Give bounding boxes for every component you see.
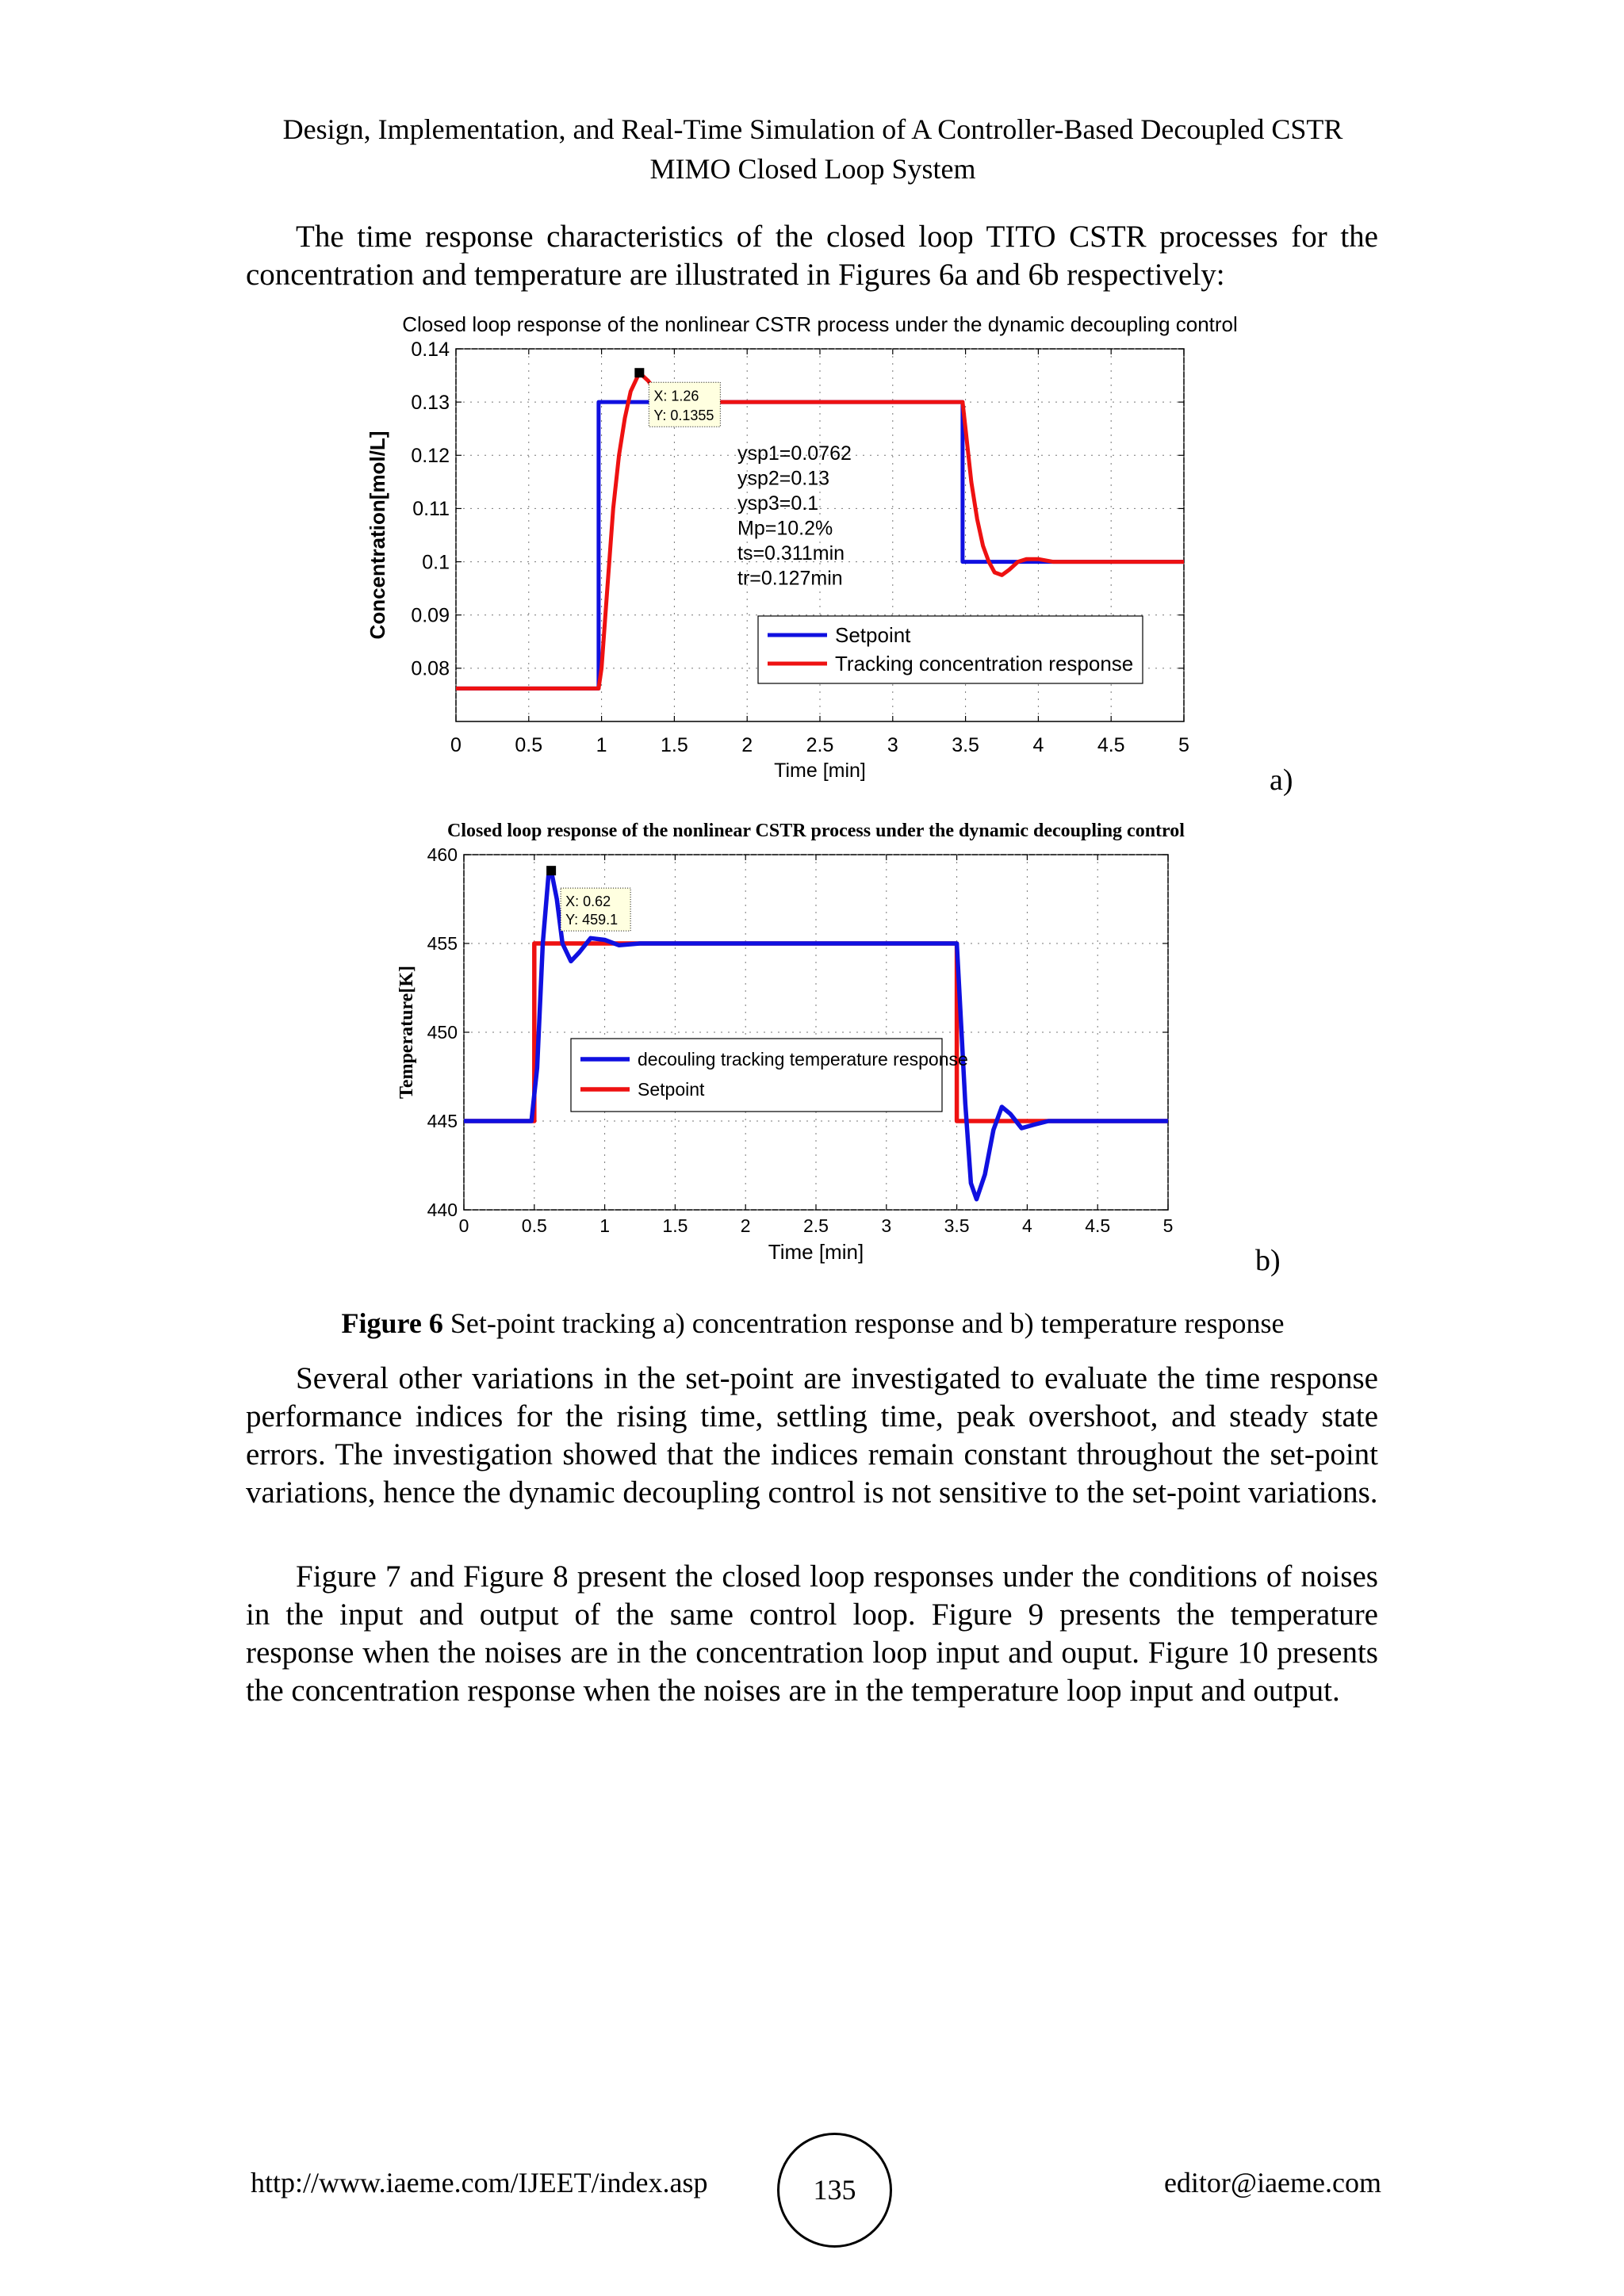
x-tick-label: 3.5: [944, 1215, 970, 1236]
header-line-2: MIMO Closed Loop System: [649, 153, 976, 185]
x-tick-label: 1: [596, 734, 607, 756]
x-tick-label: 0: [450, 734, 462, 756]
y-tick-label: 440: [427, 1200, 458, 1221]
x-tick-label: 1: [599, 1215, 610, 1236]
subfigure-label-b: b): [1255, 1244, 1281, 1277]
x-tick-label: 4.5: [1097, 734, 1125, 756]
annotation-line: ysp2=0.13: [737, 467, 830, 490]
annotation-line: Mp=10.2%: [737, 517, 833, 540]
figure-caption: [159, 1307, 1467, 1340]
running-header: [159, 109, 1467, 189]
x-tick-label: 2: [740, 1215, 751, 1236]
annotation-line: ysp1=0.0762: [737, 442, 852, 465]
datatip-x: X: 0.62: [565, 893, 611, 909]
x-tick-label: 1.5: [661, 734, 688, 756]
y-tick-label: 0.12: [411, 445, 450, 468]
x-tick-label: 3: [881, 1215, 892, 1236]
y-tick-label: 0.1: [422, 551, 450, 574]
y-tick-label: 450: [427, 1022, 458, 1043]
temperature-chart: [396, 813, 1269, 1292]
x-tick-label: 3.5: [952, 734, 979, 756]
x-tick-label: 2: [741, 734, 753, 756]
x-tick-label: 5: [1178, 734, 1189, 756]
figure-6b: [396, 813, 1269, 1292]
y-tick-label: 0.08: [411, 657, 450, 680]
figure-caption-text: Set-point tracking a) concentration response and b) temperature response: [442, 1307, 1285, 1339]
subfigure-label-a: a): [1270, 763, 1293, 797]
x-tick-label: 4.5: [1085, 1215, 1111, 1236]
x-tick-label: 0.5: [521, 1215, 547, 1236]
x-tick-label: 2.5: [803, 1215, 829, 1236]
header-line-1: Design, Implementation, and Real-Time Simulation of A Controller-Based Decoupled CSTR: [282, 113, 1343, 145]
footer-email-link[interactable]: editor@iaeme.com: [1163, 2167, 1381, 2198]
annotation-line: ysp3=0.1: [737, 492, 819, 515]
annotation-line: ts=0.311min: [737, 542, 845, 564]
figure-6a: [349, 309, 1285, 801]
y-tick-label: 0.14: [411, 338, 450, 361]
intro-paragraph: The time response characteristics of the closed loop TITO CSTR processes for the concentration and temperature are illustrated in Figures 6a and 6b respectively:: [246, 220, 1378, 292]
body-paragraph-2: Several other variations in the set-point are investigated to evaluate the time response performance indices for the rising time, settling time, peak overshoot, and steady state errors. The investigation showed that the indices remain constant throughout the set-point variations, hence the dynamic decoupling control is not sensitive to the set-point variations.: [246, 1361, 1378, 1510]
x-tick-label: 0.5: [515, 734, 543, 756]
chart-title: Closed loop response of the nonlinear CSTR process under the dynamic decoupling control: [402, 312, 1238, 336]
x-tick-label: 1.5: [662, 1215, 688, 1236]
datatip-y: Y: 0.1355: [653, 407, 714, 423]
x-tick-label: 4: [1022, 1215, 1032, 1236]
legend-label: Tracking concentration response: [835, 652, 1134, 676]
x-tick-label: 3: [887, 734, 898, 756]
x-tick-label: 4: [1032, 734, 1044, 756]
x-axis-label: Time [min]: [768, 1240, 864, 1264]
datatip-y: Y: 459.1: [565, 912, 619, 928]
datatip-marker: [634, 368, 644, 377]
y-tick-label: 0.11: [412, 498, 450, 521]
legend-label: Setpoint: [835, 623, 911, 648]
figure-label: Figure 6: [341, 1307, 443, 1339]
y-axis-label: Temperature[K]: [396, 966, 417, 1099]
concentration-chart: [349, 309, 1285, 801]
y-tick-label: 0.13: [411, 391, 450, 414]
x-axis-label: Time [min]: [774, 760, 866, 782]
legend-label: decouling tracking temperature response: [638, 1049, 968, 1070]
y-axis-label: Concentration[mol/L]: [366, 430, 389, 640]
x-tick-label: 5: [1162, 1215, 1174, 1236]
y-tick-label: 460: [427, 844, 458, 866]
chart-title: Closed loop response of the nonlinear CSTR process under the dynamic decoupling control: [447, 821, 1185, 841]
x-tick-label: 0: [458, 1215, 469, 1236]
body-paragraph-3: Figure 7 and Figure 8 present the closed loop responses under the conditions of noises in the input and output of the same control loop. Figure 9 presents the temperature response when the noises are in the concentration loop input and ouput. Figure 10 presents the concentration response when the noises are in the temperature loop input and output.: [246, 1559, 1378, 1708]
datatip-x: X: 1.26: [653, 388, 699, 404]
annotation-line: tr=0.127min: [737, 567, 843, 590]
y-tick-label: 0.09: [411, 604, 450, 627]
datatip-marker: [546, 866, 556, 875]
page-number: 135: [777, 2133, 892, 2248]
y-tick-label: 455: [427, 933, 458, 955]
x-tick-label: 2.5: [806, 734, 834, 756]
legend-label: Setpoint: [638, 1079, 705, 1100]
footer-url-link[interactable]: http://www.iaeme.com/IJEET/index.asp: [251, 2167, 708, 2198]
y-tick-label: 445: [427, 1111, 458, 1132]
